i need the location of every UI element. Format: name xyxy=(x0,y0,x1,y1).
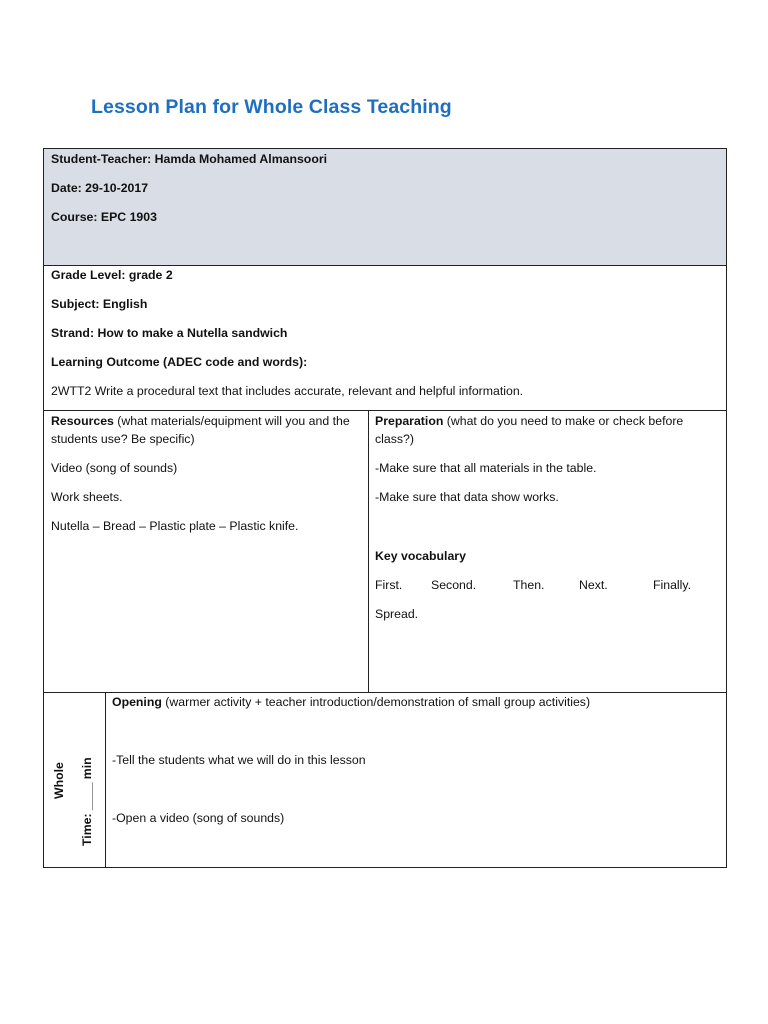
course: Course: EPC 1903 xyxy=(51,210,157,224)
page-title: Lesson Plan for Whole Class Teaching xyxy=(91,96,452,118)
vocab-word: Second. xyxy=(431,578,477,592)
date: Date: 29-10-2017 xyxy=(51,181,149,195)
learning-outcome-text: 2WTT2 Write a procedural text that includes accurate, relevant and helpful information. xyxy=(51,384,524,398)
preparation-heading-note-2: class?) xyxy=(375,432,414,446)
vocab-word: Then. xyxy=(513,578,545,592)
vocab-word: Spread. xyxy=(375,607,419,621)
preparation-item: -Make sure that data show works. xyxy=(375,490,559,504)
key-vocabulary-heading: Key vocabulary xyxy=(375,549,466,563)
vocab-word: Next. xyxy=(579,578,608,592)
opening-item: -Tell the students what we will do in this lesson xyxy=(112,753,366,767)
grade-level: Grade Level: grade 2 xyxy=(51,268,173,282)
preparation-heading xyxy=(375,412,683,430)
learning-outcome-label: Learning Outcome (ADEC code and words): xyxy=(51,355,308,369)
resources-heading xyxy=(51,412,350,430)
opening-heading xyxy=(112,693,590,711)
preparation-heading-note: (what do you need to make or check before xyxy=(443,414,684,428)
student-teacher: Student-Teacher: Hamda Mohamed Almansoori xyxy=(51,152,328,166)
opening-column-divider xyxy=(105,692,106,868)
resource-item: Work sheets. xyxy=(51,490,123,504)
vocab-word: Finally. xyxy=(653,578,692,592)
subject: Subject: English xyxy=(51,297,148,311)
preparation-heading-label: Preparation xyxy=(375,414,444,428)
preparation-item: -Make sure that all materials in the table. xyxy=(375,461,597,475)
opening-section xyxy=(43,692,727,868)
resource-item: Video (song of sounds) xyxy=(51,461,178,475)
resources-heading-note: (what materials/equipment will you and the xyxy=(113,414,350,428)
vocab-word: First. xyxy=(375,578,403,592)
opening-heading-note: (warmer activity + teacher introduction/demonstration of small group activities) xyxy=(161,695,591,709)
resource-item: Nutella – Bread – Plastic plate – Plastic knife. xyxy=(51,519,299,533)
opening-item: -Open a video (song of sounds) xyxy=(112,811,285,825)
strand: Strand: How to make a Nutella sandwich xyxy=(51,326,288,340)
resources-heading-note-2: students use? Be specific) xyxy=(51,432,195,446)
time-label: Time: ____ min xyxy=(80,757,94,846)
column-divider xyxy=(368,410,369,693)
whole-label: Whole xyxy=(52,762,66,799)
resources-heading-label: Resources xyxy=(51,414,114,428)
opening-heading-label: Opening xyxy=(112,695,162,709)
